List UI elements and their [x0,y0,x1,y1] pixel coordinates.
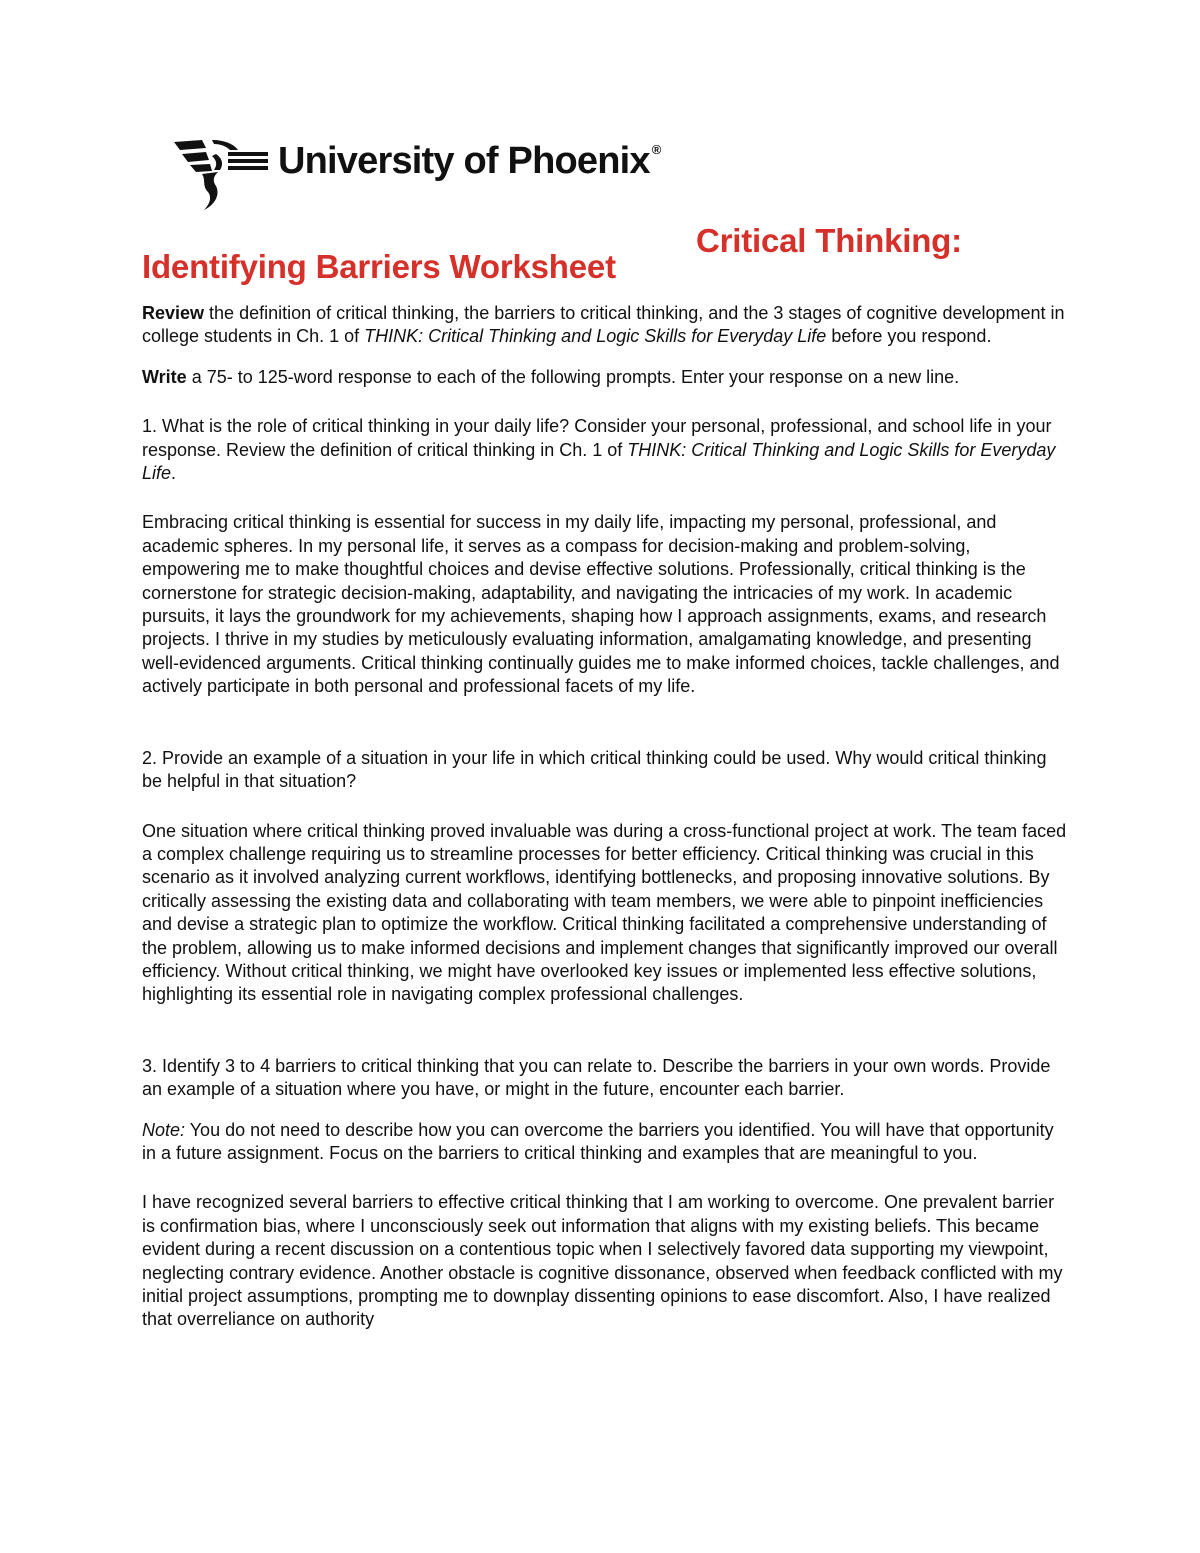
question-1-text: 1. What is the role of critical thinking in your daily life? Consider your personal, professional, and school life in your response. Review the definition of critical thinking in Ch. 1 of [142,416,1052,460]
review-instructions [142,302,1067,349]
review-label: Review [142,303,205,323]
book-title: THINK: Critical Thinking and Logic Skills for Everyday Life [364,326,827,347]
logo-wordmark: University of Phoenix ® [278,140,661,182]
worksheet-body [142,302,1067,1332]
university-logo [172,134,661,212]
registered-mark: ® [651,142,661,157]
question-1-book-title: THINK: Critical Thinking and Logic Skills for Everyday Life [142,439,1056,484]
note-text: You do not need to describe how you can overcome the barriers you identified. You will have that opportunity in a future assignment. Focus on the barriers to critical thinking and examples that are meaningful to you. [142,1119,1054,1163]
question-1-end: . [171,463,177,484]
question-3-answer: I have recognized several barriers to effective critical thinking that I am working to overcome. One prevalent barrier is confirmation bias, where I unconsciously seek out information that aligns with my existing beliefs. This became evident during a recent discussion on a contentious topic when I selectively favored data supporting my viewpoint, neglecting contrary evidence. Another obstacle is cognitive dissonance, observed when feedback conflicted with my initial project assumptions, prompting me to downplay dissenting opinions to ease discomfort. Also, I have realized that overreliance on authority [142,1192,1063,1330]
write-text: a 75- to 125-word response to each of the following prompts. Enter your response on a new line. [186,366,960,387]
write-instructions [142,366,1067,389]
title-main: Identifying Barriers Worksheet [142,248,616,285]
review-text-1: the definition of critical thinking, the barriers to critical thinking, and the 3 stages of cognitive development in college students in Ch. 1 of [142,303,1065,347]
phoenix-emblem-icon [172,134,272,212]
worksheet-title [142,222,1042,292]
review-text-2: before you respond. [826,326,992,347]
question-2-prompt: 2. Provide an example of a situation in your life in which critical thinking could be used. Why would critical thinking be helpful in that situation? [142,747,1047,792]
question-3-prompt: 3. Identify 3 to 4 barriers to critical thinking that you can relate to. Describe the barriers in your own words. Provide an example of a situation where you have, or might in the future, encounter each barrier. [142,1055,1051,1100]
question-2-answer: One situation where critical thinking proved invaluable was during a cross-functional project at work. The team faced a complex challenge requiring us to streamline processes for better efficiency. Critical thinking was crucial in this scenario as it involved analyzing current workflows, identifying bottlenecks, and proposing innovative solutions. By critically assessing the existing data and collaborating with team members, we were able to pinpoint inefficiencies and devise a strategic plan to optimize the workflow. Critical thinking facilitated a comprehensive understanding of the problem, allowing us to make informed decisions and implement changes that significantly improved our overall efficiency. Without critical thinking, we might have overlooked key issues or implemented less effective solutions, highlighting its essential role in navigating complex professional challenges. [142,820,1067,1005]
question-3-note [142,1119,1067,1166]
note-label: Note: [142,1119,186,1140]
question-1-answer: Embracing critical thinking is essential for success in my daily life, impacting my personal, professional, and academic spheres. In my personal life, it serves as a compass for decision-making and problem-solving, empowering me to make thoughtful choices and devise effective solutions. Professionally, critical thinking is the cornerstone for strategic decision-making, adaptability, and navigating the intricacies of my work. In academic pursuits, it lays the groundwork for my achievements, shaping how I approach assignments, exams, and research projects. I thrive in my studies by meticulously evaluating information, amalgamating knowledge, and presenting well-evidenced arguments. Critical thinking continually guides me to make informed choices, tackle challenges, and actively participate in both personal and professional facets of my life. [142,512,1060,697]
title-superscript: Critical Thinking: [696,222,962,259]
write-label: Write [142,366,187,387]
question-1-prompt [142,415,1067,485]
